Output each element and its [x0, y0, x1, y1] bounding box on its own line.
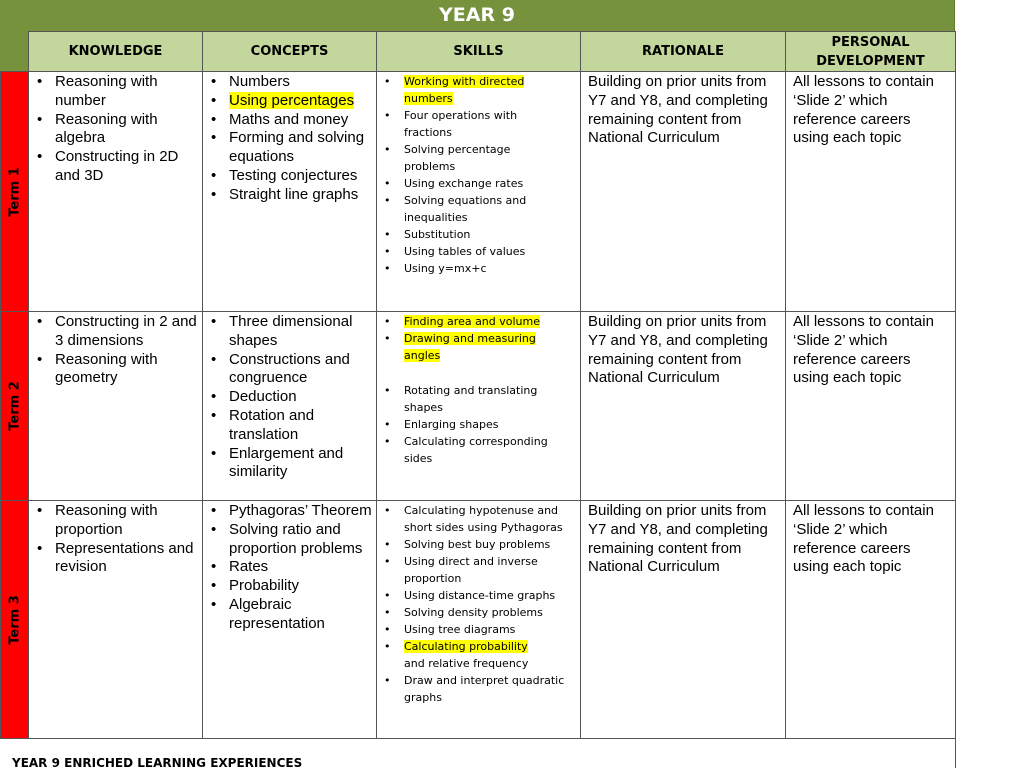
term-1-label-cell [0, 71, 29, 312]
list-item [377, 313, 550, 330]
highlighted-text: Calculating probability [404, 640, 528, 653]
footer-heading: YEAR 9 ENRICHED LEARNING EXPERIENCES [12, 756, 303, 770]
list-item: • Straight line graphs [203, 186, 376, 205]
term-2-label-cell [0, 311, 29, 501]
list-item: • Pythagoras’ Theorem [203, 502, 376, 521]
list-item: • Forming and solving equations [203, 129, 376, 167]
term-2-skills [376, 311, 581, 501]
term-2-concepts [202, 311, 377, 501]
list-item: • Reasoning with number [29, 73, 202, 111]
list-item: • Reasoning with algebra [29, 111, 202, 149]
rationale-text: Building on prior units from Y7 and Y8, and completing remaining content from National Curriculum [588, 502, 768, 576]
term-3-label: Term 3 [7, 594, 22, 645]
footer-divider [0, 738, 956, 739]
list-item [377, 73, 550, 107]
list-item: • Using y=mx+c [377, 260, 550, 277]
personal-development-text: All lessons to contain ‘Slide 2’ which reference careers using each topic [793, 313, 934, 387]
list-item: • Reasoning with geometry [29, 351, 202, 389]
term-1-knowledge [28, 71, 203, 312]
header-concepts: CONCEPTS [202, 31, 377, 72]
list-item: • Using exchange rates [377, 175, 550, 192]
rationale-text: Building on prior units from Y7 and Y8, and completing remaining content from National Curriculum [588, 73, 768, 147]
list-item: • Solving ratio and proportion problems [203, 521, 376, 559]
list-item: • Probability [203, 577, 376, 596]
page-title: YEAR 9 [0, 0, 955, 31]
list-item: • Three dimensional shapes [203, 313, 376, 351]
highlighted-text: Drawing and measuring angles [404, 332, 536, 362]
rationale-text: Building on prior units from Y7 and Y8, and completing remaining content from National Curriculum [588, 313, 768, 387]
term-2-personal-development [785, 311, 956, 501]
list-item: • Reasoning with proportion [29, 502, 202, 540]
list-item: • Using direct and inverse proportion [377, 553, 577, 587]
list-item: • Solving density problems [377, 604, 577, 621]
list-item: • Constructions and congruence [203, 351, 376, 389]
term-3-skills [376, 500, 581, 739]
list-item: • Using distance-time graphs [377, 587, 577, 604]
list-item: • Solving best buy problems [377, 536, 577, 553]
list-item: • Constructing in 2 and 3 dimensions [29, 313, 202, 351]
list-spacer [377, 364, 550, 381]
list-item: • Draw and interpret quadratic graphs [377, 672, 577, 706]
list-item: • Numbers [203, 73, 376, 92]
term-3-rationale [580, 500, 786, 739]
term-2-knowledge [28, 311, 203, 501]
term-1-rationale [580, 71, 786, 312]
term-3-label-cell [0, 500, 29, 739]
term-3-personal-development [785, 500, 956, 739]
list-item: • Solving percentage problems [377, 141, 550, 175]
list-item: • Rates [203, 558, 376, 577]
list-item: • Rotating and translating shapes [377, 382, 550, 416]
list-item: • Solving equations and inequalities [377, 192, 550, 226]
list-item: • Maths and money [203, 111, 376, 130]
header-personal-development: PERSONAL DEVELOPMENT [785, 31, 956, 72]
footer-border [955, 738, 956, 768]
term-3-concepts [202, 500, 377, 739]
list-item: • Enlarging shapes [377, 416, 550, 433]
term-2-label: Term 2 [7, 381, 22, 431]
list-item: • Representations and revision [29, 540, 202, 578]
list-item: • Calculating corresponding sides [377, 433, 550, 467]
term-1-concepts [202, 71, 377, 312]
personal-development-text: All lessons to contain ‘Slide 2’ which reference careers using each topic [793, 502, 934, 576]
highlighted-text: Working with directed numbers [404, 75, 525, 105]
list-item: • Calculating hypotenuse and short sides using Pythagoras [377, 502, 577, 536]
list-item: • Four operations with fractions [377, 107, 550, 141]
header-knowledge: KNOWLEDGE [28, 31, 203, 72]
list-item: • Enlargement and similarity [203, 445, 376, 483]
list-item [203, 92, 376, 111]
list-item: • Using tables of values [377, 243, 550, 260]
term-1-skills [376, 71, 581, 312]
list-item: • Deduction [203, 388, 376, 407]
list-item: • Rotation and translation [203, 407, 376, 445]
list-item [377, 638, 577, 672]
header-rationale: RATIONALE [580, 31, 786, 72]
list-item: • Algebraic representation [203, 596, 376, 634]
header-skills: SKILLS [376, 31, 581, 72]
personal-development-text: All lessons to contain ‘Slide 2’ which reference careers using each topic [793, 73, 934, 147]
list-item: • Using tree diagrams [377, 621, 577, 638]
list-item: • Constructing in 2D and 3D [29, 148, 202, 186]
list-item [377, 330, 550, 364]
term-1-label: Term 1 [7, 166, 22, 217]
term-1-personal-development [785, 71, 956, 312]
list-item: • Substitution [377, 226, 550, 243]
term-2-rationale [580, 311, 786, 501]
header-corner [0, 31, 28, 72]
highlighted-text: Using percentages [229, 91, 355, 109]
list-item-continuation: and relative frequency [404, 657, 529, 670]
highlighted-text: Finding area and volume [404, 315, 541, 328]
term-3-knowledge [28, 500, 203, 739]
list-item: • Testing conjectures [203, 167, 376, 186]
